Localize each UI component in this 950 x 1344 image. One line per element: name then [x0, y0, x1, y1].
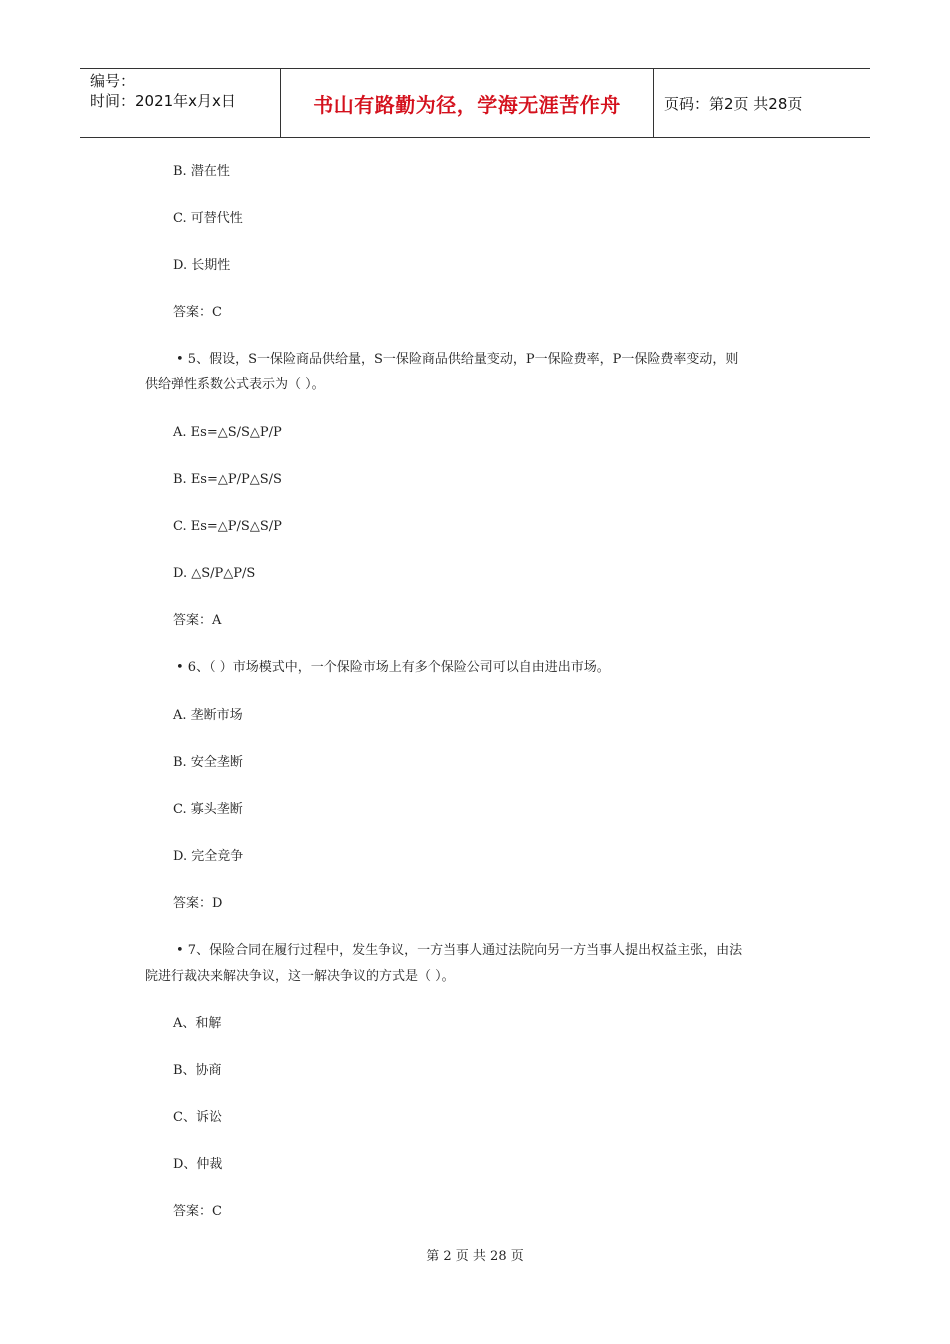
page-header [80, 68, 870, 138]
option-line: D. 完全竞争 [173, 849, 244, 864]
option-line: D. 长期性 [173, 258, 231, 273]
header-motto [281, 69, 654, 137]
option-line: A、和解 [173, 1016, 222, 1031]
page-footer: 第 2 页 共 28 页 [426, 1249, 524, 1264]
number-label: 编号： [90, 72, 136, 90]
motto-text: 书山有路勤为径，学海无涯苦作舟 [313, 92, 621, 117]
question-line: • 6、（ ）市场模式中，一个保险市场上有多个保险公司可以自由进出市场。 [176, 660, 610, 675]
answer-line: 答案：C [173, 1204, 222, 1219]
option-line: B、协商 [173, 1063, 222, 1078]
option-line: A. Es=△S/S△P/P [173, 425, 282, 440]
option-line: C. Es=△P/S△S/P [173, 519, 282, 534]
header-meta [80, 69, 281, 137]
answer-line: 答案：A [173, 613, 222, 628]
option-line: D、仲裁 [173, 1157, 223, 1172]
option-line: B. 潜在性 [173, 164, 230, 179]
option-line: B. Es=△P/P△S/S [173, 472, 282, 487]
option-line: B. 安全垄断 [173, 755, 243, 770]
question-line: • 7、保险合同在履行过程中，发生争议，一方当事人通过法院向另一方当事人提出权益主张，由法 [176, 943, 743, 958]
option-line: C、诉讼 [173, 1110, 222, 1125]
answer-line: 答案：C [173, 305, 222, 320]
option-line: C. 寡头垄断 [173, 802, 243, 817]
question-line-cont: 供给弹性系数公式表示为（ ）。 [145, 377, 325, 392]
option-line: D. △S/P△P/S [173, 566, 256, 581]
question-line: • 5、假设，S一保险商品供给量，S一保险商品供给量变动，P一保险费率，P一保险费率变动，则 [176, 352, 739, 367]
date-label: 时间：2021年x月x日 [90, 92, 236, 110]
answer-line: 答案：D [173, 896, 223, 911]
option-line: C. 可替代性 [173, 211, 243, 226]
header-page-info: 页码：第2页 共28页 [664, 94, 803, 113]
question-line-cont: 院进行裁决来解决争议，这一解决争议的方式是（ ）。 [145, 969, 455, 984]
option-line: A. 垄断市场 [173, 708, 243, 723]
